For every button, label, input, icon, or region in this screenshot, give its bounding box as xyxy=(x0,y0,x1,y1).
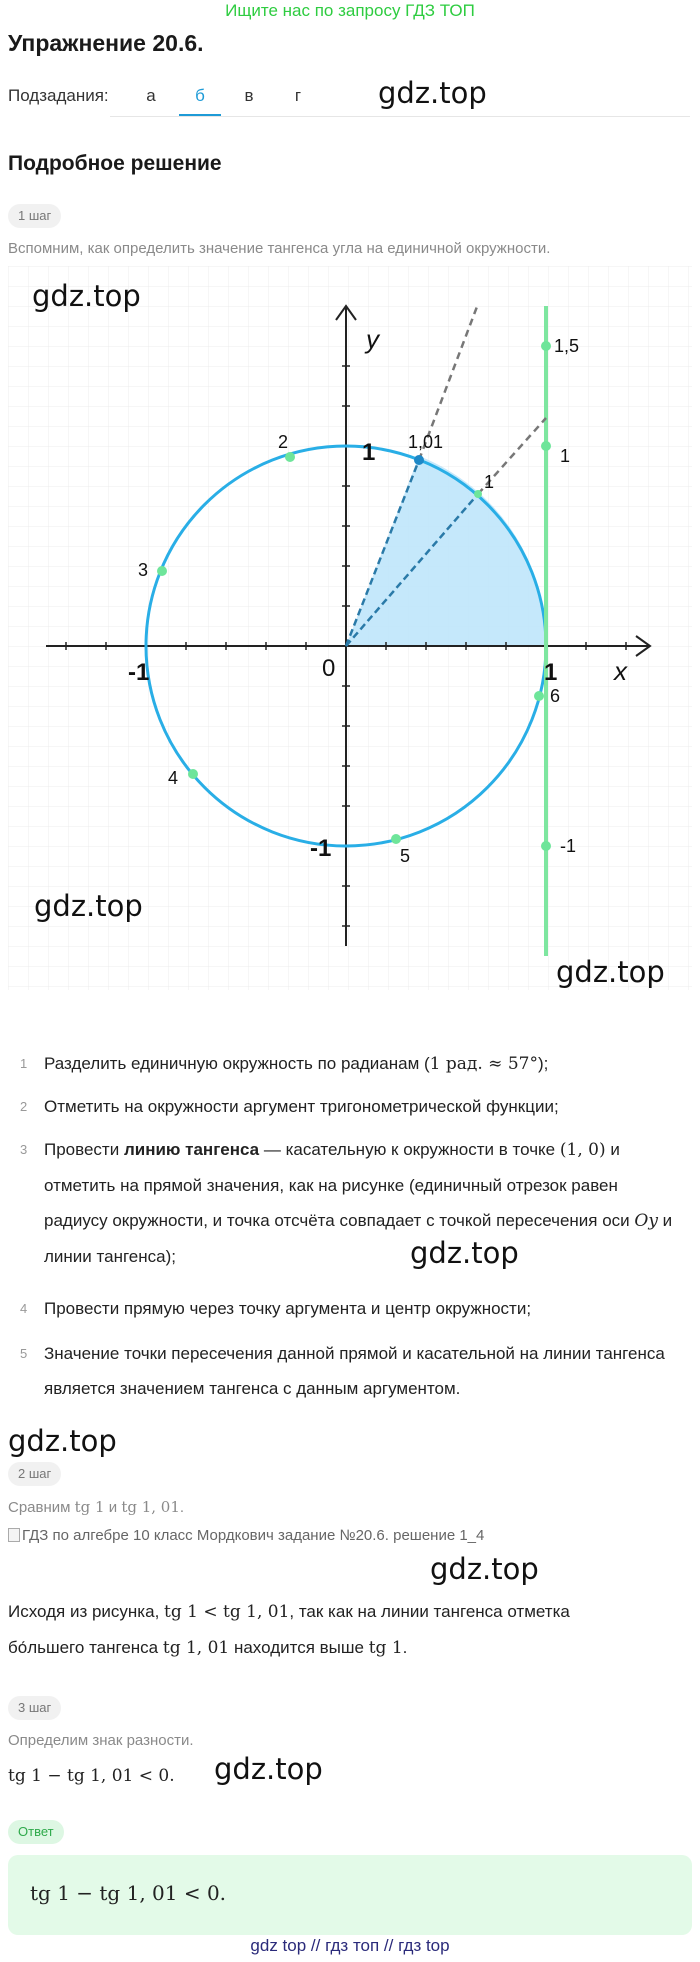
list-number: 3 xyxy=(20,1142,28,1157)
list-text: Значение точки пересечения данной прямой и касательной на линии тангенса является значением тангенса с данным аргументом. xyxy=(44,1344,665,1398)
list-number: 1 xyxy=(20,1056,28,1071)
tangent-label-1: 1 xyxy=(560,446,571,466)
point-3 xyxy=(157,566,167,576)
subtask-tab-v[interactable]: в xyxy=(244,86,254,105)
list-text: и отметить на прямой значения, как на рисунке (единичный отрезок равен радиусу окружности, и точка отсчёта совпадает с точкой пересечения оси xyxy=(44,1140,635,1230)
answer-formula: tg 1 − tg 1, 01 < 0. xyxy=(30,1881,227,1905)
step-text-part: и xyxy=(104,1499,122,1516)
subtask-tab-a[interactable]: а xyxy=(146,86,156,105)
math-formula: tg 1 xyxy=(368,1638,403,1658)
math-formula: tg 1, 01 xyxy=(121,1498,180,1516)
explain-part: находится выше xyxy=(229,1638,369,1657)
list-text: ); xyxy=(537,1054,549,1073)
tangent-point-1-5 xyxy=(541,341,551,351)
answer-box xyxy=(8,1855,692,1935)
tangent-point-neg-1 xyxy=(541,841,551,851)
watermark: gdz.top xyxy=(214,1752,323,1786)
answer-badge: Ответ xyxy=(8,1820,64,1844)
x-neg-label: -1 xyxy=(128,659,150,686)
broken-image-icon xyxy=(8,1528,20,1542)
circle-label-1: 1 xyxy=(484,472,495,492)
step-1-badge: 1 шаг xyxy=(8,204,61,228)
step-3-formula: tg 1 − tg 1, 01 < 0. xyxy=(8,1766,175,1786)
y-neg-label: -1 xyxy=(310,835,332,862)
watermark: gdz.top xyxy=(378,76,487,110)
explain-part: Исходя из рисунка, xyxy=(8,1602,165,1621)
watermark: gdz.top xyxy=(410,1236,519,1270)
subtasks-label: Подзадания: xyxy=(8,86,109,105)
broken-image xyxy=(8,1527,568,1544)
math-formula: Oy xyxy=(634,1211,658,1231)
explain-part: , так как на линии тангенса отметка xyxy=(289,1602,570,1621)
y-pos-label: 1 xyxy=(362,439,376,466)
origin-label: 0 xyxy=(322,655,336,682)
diagram-watermark-top: gdz.top xyxy=(32,279,141,313)
step-3-badge: 3 шаг xyxy=(8,1696,61,1720)
math-formula: 1 рад. ≈ 57° xyxy=(429,1054,538,1074)
explanation-line-1 xyxy=(8,1602,570,1622)
math-formula: tg 1 < tg 1, 01 xyxy=(164,1602,290,1622)
list-text: Разделить единичную окружность по радианам ( xyxy=(44,1054,430,1073)
footer-links[interactable]: gdz top // гдз топ // гдз top xyxy=(250,1936,450,1955)
active-tab-indicator xyxy=(179,114,221,116)
grid-background xyxy=(8,266,692,990)
step-1-text: Вспомним, как определить значение тангенса угла на единичной окружности. xyxy=(8,240,551,257)
axis-y-label: y xyxy=(366,324,379,354)
list-text: Отметить на окружности аргумент тригонометрической функции; xyxy=(44,1097,559,1116)
circle-label-2: 2 xyxy=(278,432,289,452)
point-5 xyxy=(391,834,401,844)
image-alt-text: ГДЗ по алгебре 10 класс Мордкович задание №20.6. решение 1_4 xyxy=(22,1527,485,1544)
list-text: и линии тангенса); xyxy=(44,1211,673,1266)
math-formula: tg 1 xyxy=(74,1498,105,1516)
point-1-01 xyxy=(414,455,424,465)
page-title: Упражнение 20.6. xyxy=(8,30,204,56)
explanation-line-2 xyxy=(8,1638,407,1658)
circle-label-4: 4 xyxy=(168,768,179,788)
step-2-badge: 2 шаг xyxy=(8,1462,61,1486)
circle-label-3: 3 xyxy=(138,560,149,580)
explain-part: . xyxy=(402,1638,408,1657)
unit-circle-diagram xyxy=(8,266,692,990)
step-3-text: Определим знак разности. xyxy=(8,1732,194,1749)
list-number: 5 xyxy=(20,1346,28,1361)
point-1 xyxy=(474,490,482,498)
subtask-tab-b[interactable]: б xyxy=(195,86,205,105)
x-pos-label: 1 xyxy=(544,659,558,686)
step-2-text xyxy=(8,1498,184,1516)
list-text: — касательную к окружности в точке xyxy=(259,1140,560,1159)
point-6 xyxy=(534,691,544,701)
point-4 xyxy=(188,769,198,779)
point-2 xyxy=(285,452,295,462)
step-text-part: Сравним xyxy=(8,1499,75,1516)
circle-label-5: 5 xyxy=(400,846,411,866)
tangent-label-1-5: 1,5 xyxy=(554,336,580,356)
watermark: gdz.top xyxy=(8,1424,117,1458)
explain-part: бо́льшего тангенса xyxy=(8,1638,163,1657)
list-text: Провести прямую через точку аргумента и центр окружности; xyxy=(44,1299,532,1318)
circle-label-6: 6 xyxy=(550,686,561,706)
search-banner: Ищите нас по запросу ГДЗ ТОП xyxy=(225,1,475,20)
subtasks-divider xyxy=(110,116,690,117)
math-formula: tg 1, 01 xyxy=(162,1638,230,1658)
diagram-watermark-bottom: gdz.top xyxy=(34,889,143,923)
list-number: 2 xyxy=(20,1099,28,1114)
math-formula: (1, 0) xyxy=(559,1140,606,1160)
tangent-point-1 xyxy=(541,441,551,451)
section-title: Подробное решение xyxy=(8,152,222,175)
axis-x-label: x xyxy=(614,656,627,686)
subtask-tab-g[interactable]: г xyxy=(294,86,302,105)
list-text: Провести xyxy=(44,1140,124,1159)
list-number: 4 xyxy=(20,1301,28,1316)
tangent-label-neg-1: -1 xyxy=(560,836,577,856)
step-text-part: . xyxy=(179,1499,185,1516)
watermark: gdz.top xyxy=(556,955,665,989)
watermark: gdz.top xyxy=(430,1552,539,1586)
circle-label-1-01: 1,01 xyxy=(408,432,444,452)
bold-term: линию тангенса xyxy=(123,1140,260,1159)
